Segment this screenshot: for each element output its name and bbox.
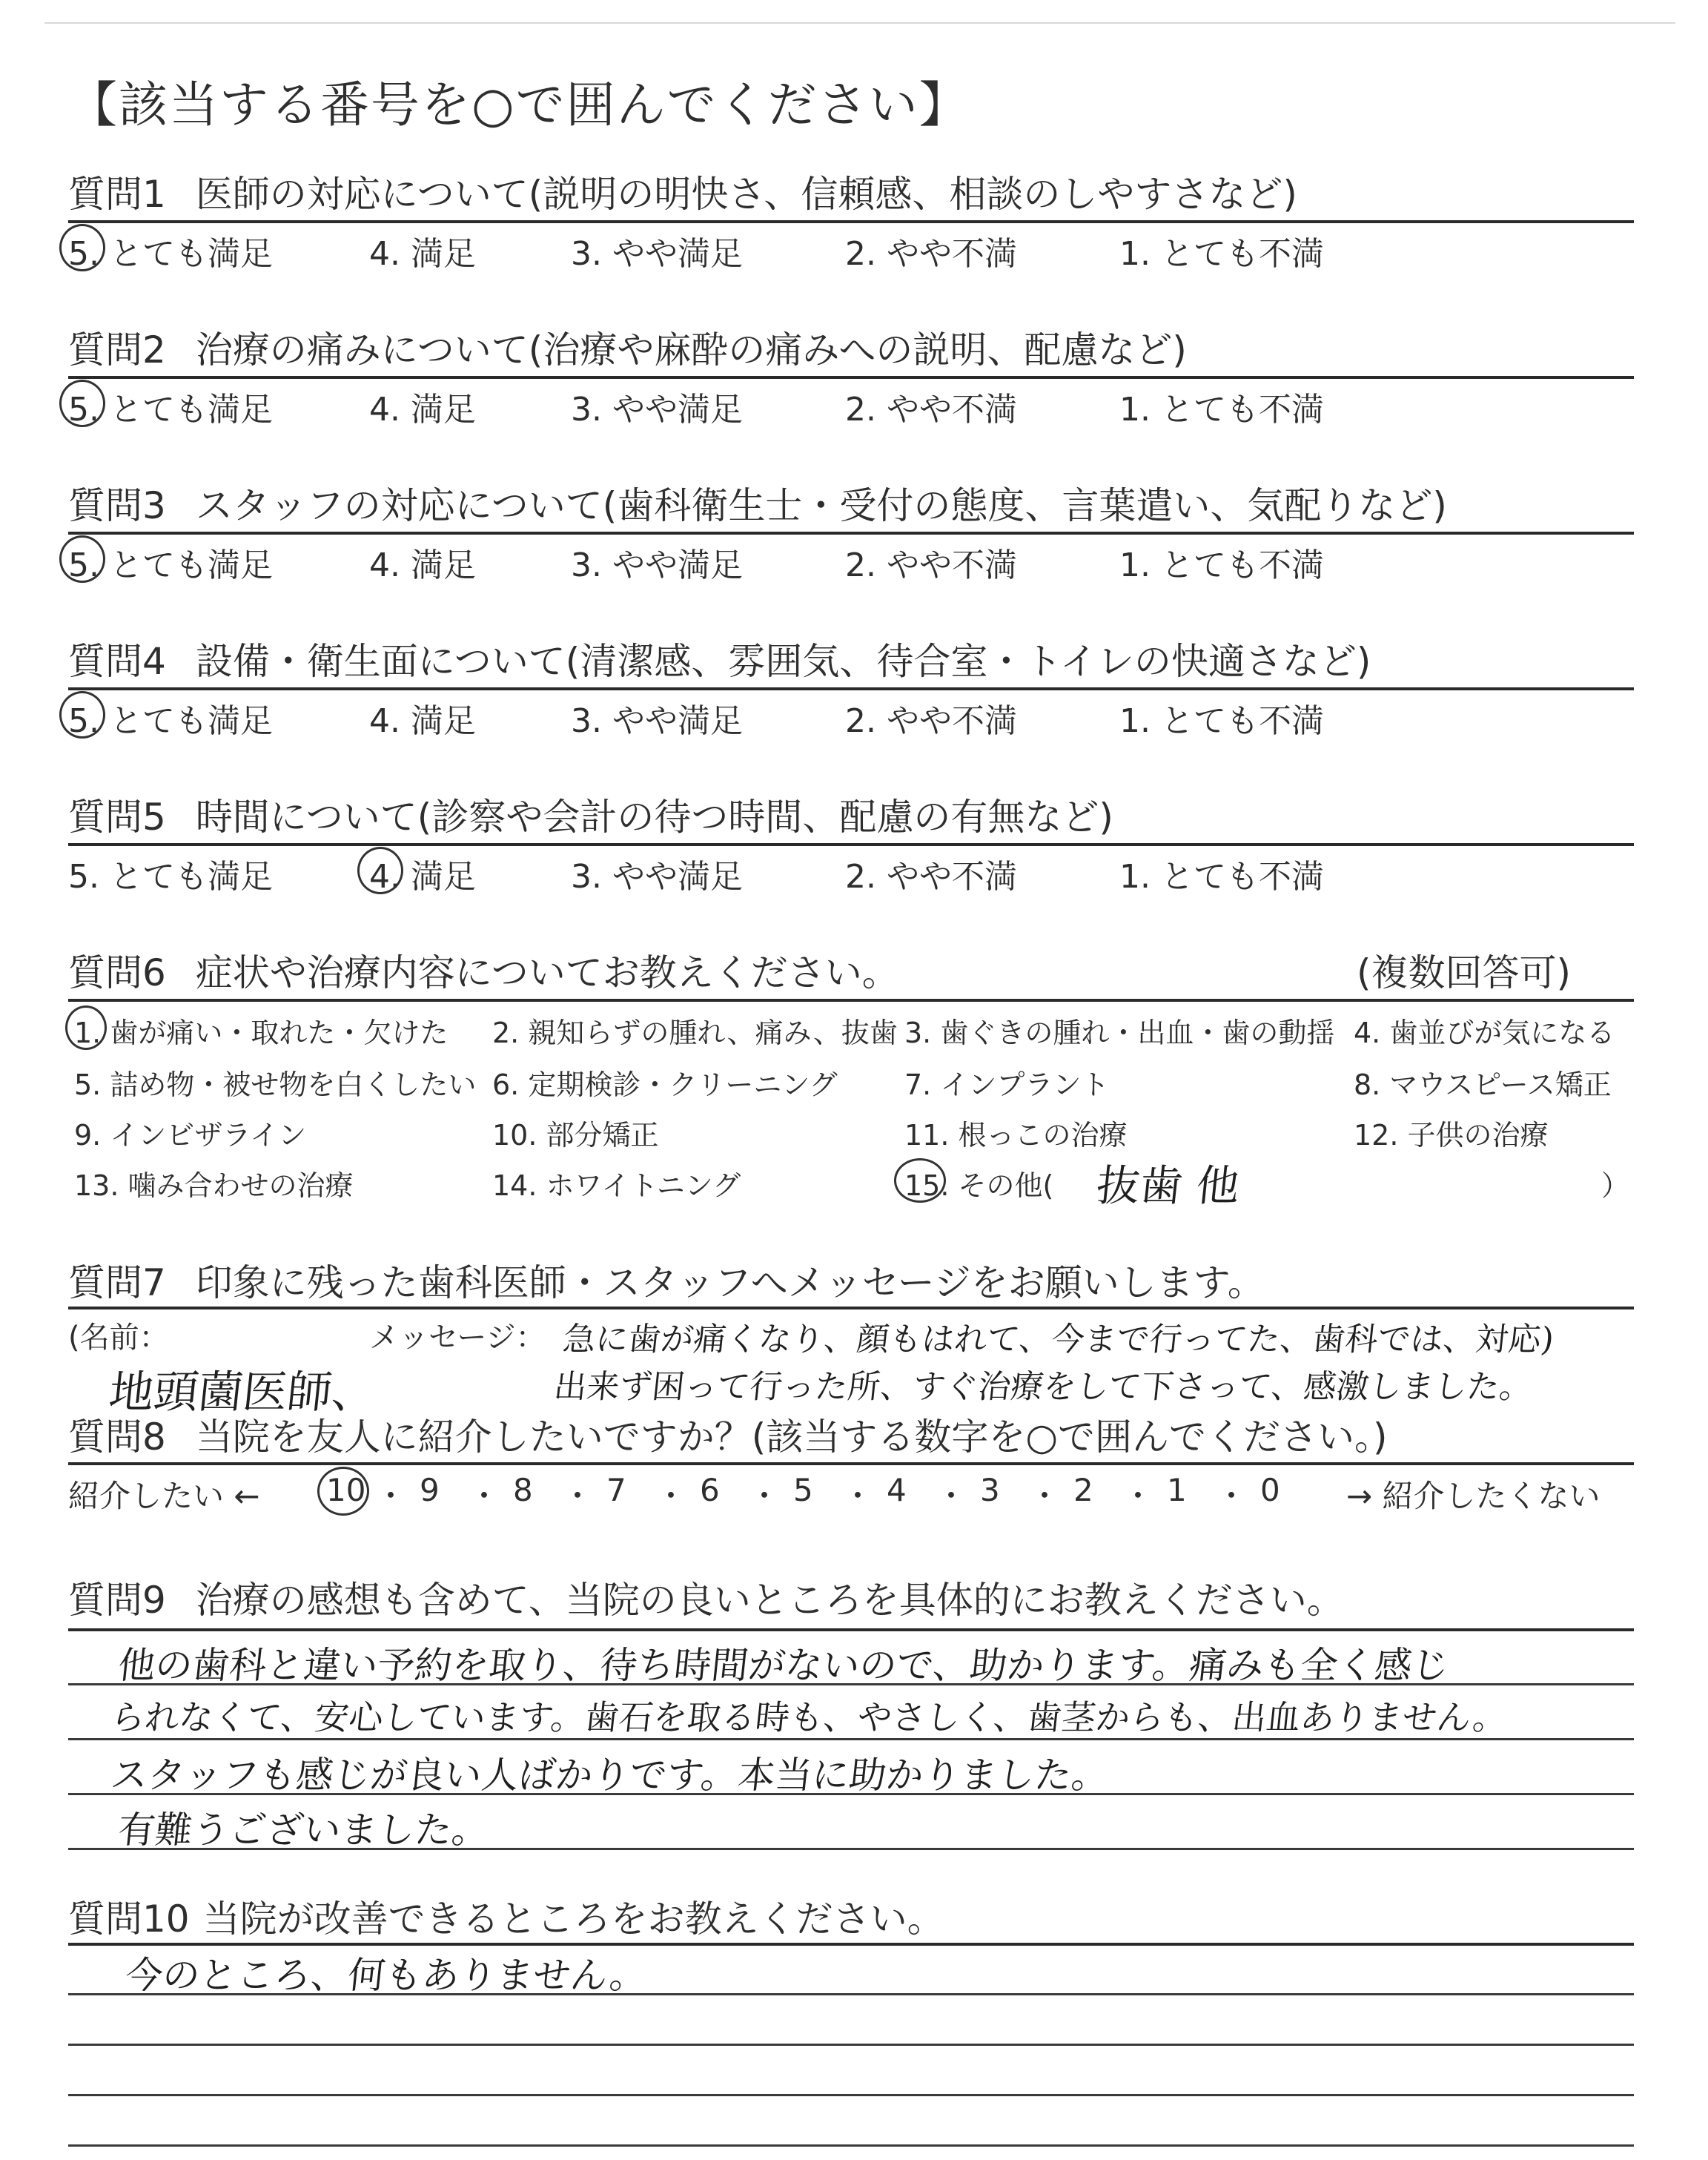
scale-separator-dot: ・ — [936, 1478, 967, 1514]
option-10[interactable]: 10. 部分矯正 — [492, 1119, 659, 1152]
answer-handwriting-line-1: 今のところ、何もありません。 — [123, 1954, 649, 1997]
scale-separator-dot: ・ — [375, 1478, 407, 1514]
option-3[interactable]: 3. やや満足 — [571, 391, 743, 429]
option-4[interactable]: 4. 満足 — [369, 858, 476, 896]
scale-number-8[interactable]: 8 — [513, 1472, 533, 1508]
question-label: 質問8 — [68, 1416, 166, 1459]
option-1[interactable]: 1. とても不満 — [1119, 391, 1324, 429]
question-text: 時間について(診察や会計の待つ時間、配慮の有無など) — [195, 796, 1113, 839]
option-13[interactable]: 13. 噛み合わせの治療 — [74, 1169, 354, 1202]
selection-circle — [317, 1467, 369, 1516]
option-2[interactable]: 2. やや不満 — [845, 858, 1017, 896]
option-5[interactable]: 5. とても満足 — [68, 702, 273, 740]
option-1[interactable]: 1. とても不満 — [1119, 858, 1324, 896]
divider — [68, 1462, 1634, 1465]
answer-line — [68, 2144, 1634, 2147]
selection-circle — [357, 847, 403, 894]
answer-line — [68, 2094, 1634, 2096]
question-label: 質問7 — [68, 1261, 166, 1304]
option-3[interactable]: 3. やや満足 — [571, 858, 743, 896]
scale-separator-dot: ・ — [655, 1478, 687, 1514]
question-text: 医師の対応について(説明の明快さ、信頼感、相談のしやすさなど) — [195, 173, 1297, 216]
option-1[interactable]: 1. とても不満 — [1119, 546, 1324, 584]
answer-line — [68, 2044, 1634, 2046]
question-label: 質問5 — [68, 796, 166, 839]
option-5[interactable]: 5. 詰め物・被せ物を白くしたい — [74, 1069, 477, 1101]
scale-separator-dot: ・ — [842, 1478, 874, 1514]
question-text: 印象に残った歯科医師・スタッフへメッセージをお願いします。 — [195, 1261, 1265, 1304]
name-label: (名前： — [68, 1321, 169, 1355]
option-4[interactable]: 4. 満足 — [369, 546, 476, 584]
option-15-close-paren: ） — [1601, 1169, 1630, 1202]
question-text: 治療の感想も含めて、当院の良いところを具体的にお教えください。 — [195, 1579, 1344, 1622]
message-label: メッセージ： — [369, 1321, 546, 1355]
other-answer-handwriting: 抜歯 他 — [1093, 1160, 1242, 1211]
scale-number-5[interactable]: 5 — [793, 1472, 813, 1508]
option-4[interactable]: 4. 歯並びが気になる — [1354, 1017, 1615, 1049]
divider — [68, 999, 1634, 1002]
question-text: 設備・衛生面について(清潔感、雰囲気、待合室・トイレの快適さなど) — [195, 640, 1371, 683]
option-3[interactable]: 3. やや満足 — [571, 546, 743, 584]
divider — [68, 687, 1634, 690]
option-1[interactable]: 1. とても不満 — [1119, 702, 1324, 740]
option-3[interactable]: 3. 歯ぐきの腫れ・出血・歯の動揺 — [904, 1017, 1335, 1049]
option-2[interactable]: 2. やや不満 — [845, 391, 1017, 429]
question-label: 質問10 — [68, 1898, 190, 1941]
option-5[interactable]: 5. とても満足 — [68, 546, 273, 584]
scale-separator-dot: ・ — [562, 1478, 594, 1514]
option-2[interactable]: 2. やや不満 — [845, 235, 1017, 273]
question-text: スタッフの対応について(歯科衛生士・受付の態度、言葉遣い、気配りなど) — [195, 484, 1447, 527]
option-4[interactable]: 4. 満足 — [369, 391, 476, 429]
option-11[interactable]: 11. 根っこの治療 — [904, 1119, 1128, 1152]
answer-handwriting-line-4: 有難うございました。 — [116, 1809, 491, 1852]
multiple-answer-note: (複数回答可) — [1357, 951, 1572, 994]
scale-number-10[interactable]: 10 — [326, 1472, 366, 1508]
selection-circle — [894, 1158, 946, 1203]
recommend-left-label: 紹介したい ← — [68, 1478, 260, 1514]
message-answer-line-2: 出来ず困って行った所、すぐ治療をして下さって、感激しました。 — [552, 1368, 1535, 1406]
page-title: 【該当する番号を○で囲んでください】 — [68, 76, 970, 133]
option-5[interactable]: 5. とても満足 — [68, 391, 273, 429]
scale-separator-dot: ・ — [469, 1478, 500, 1514]
option-2[interactable]: 2. 親知らずの腫れ、痛み、抜歯 — [492, 1017, 898, 1049]
scale-number-4[interactable]: 4 — [887, 1472, 907, 1508]
option-15[interactable]: 15. その他( — [904, 1169, 1054, 1202]
option-5[interactable]: 5. とても満足 — [68, 235, 273, 273]
scale-separator-dot: ・ — [1029, 1478, 1061, 1514]
option-2[interactable]: 2. やや不満 — [845, 546, 1017, 584]
name-answer: 地頭薗医師、 — [106, 1367, 380, 1418]
scan-edge-line — [44, 22, 1675, 24]
answer-handwriting-line-1: 他の歯科と違い予約を取り、待ち時間がないので、助かります。痛みも全く感じ — [116, 1644, 1452, 1687]
divider — [68, 1628, 1634, 1631]
selection-circle — [59, 535, 105, 583]
scale-number-6[interactable]: 6 — [700, 1472, 720, 1508]
scale-number-3[interactable]: 3 — [980, 1472, 1000, 1508]
divider — [68, 1307, 1634, 1309]
option-12[interactable]: 12. 子供の治療 — [1354, 1119, 1549, 1152]
divider — [68, 532, 1634, 535]
option-1[interactable]: 1. とても不満 — [1119, 235, 1324, 273]
question-text: 当院が改善できるところをお教えください。 — [202, 1898, 944, 1941]
selection-circle — [59, 691, 105, 739]
question-text: 当院を友人に紹介したいですか？(該当する数字を○で囲んでください。) — [195, 1416, 1388, 1459]
question-text: 治療の痛みについて(治療や麻酔の痛みへの説明、配慮など) — [195, 328, 1187, 371]
question-label: 質問2 — [68, 328, 166, 371]
question-label: 質問4 — [68, 640, 166, 683]
option-3[interactable]: 3. やや満足 — [571, 702, 743, 740]
option-3[interactable]: 3. やや満足 — [571, 235, 743, 273]
question-label: 質問9 — [68, 1579, 166, 1622]
option-6[interactable]: 6. 定期検診・クリーニング — [492, 1069, 838, 1101]
divider — [68, 843, 1634, 846]
question-label: 質問1 — [68, 173, 166, 216]
answer-handwriting-line-2: られなくて、安心しています。歯石を取る時も、やさしく、歯茎からも、出血ありません。 — [108, 1697, 1509, 1737]
scale-number-0[interactable]: 0 — [1260, 1472, 1280, 1508]
selection-circle — [59, 380, 105, 427]
selection-circle — [65, 1005, 107, 1050]
question-text: 症状や治療内容についてお教えください。 — [195, 951, 899, 994]
question-label: 質問6 — [68, 951, 166, 994]
answer-handwriting-line-3: スタッフも感じが良い人ばかりです。本当に助かりました。 — [108, 1754, 1111, 1797]
scale-number-7[interactable]: 7 — [606, 1472, 626, 1508]
recommend-right-label: → 紹介したくない — [1346, 1478, 1601, 1514]
option-2[interactable]: 2. やや不満 — [845, 702, 1017, 740]
scale-number-2[interactable]: 2 — [1073, 1472, 1093, 1508]
scale-number-9[interactable]: 9 — [420, 1472, 440, 1508]
option-4[interactable]: 4. 満足 — [369, 702, 476, 740]
scale-separator-dot: ・ — [1216, 1478, 1248, 1514]
selection-circle — [59, 224, 105, 271]
option-1[interactable]: 1. 歯が痛い・取れた・欠けた — [74, 1017, 448, 1049]
divider — [68, 220, 1634, 223]
option-9[interactable]: 9. インビザライン — [74, 1119, 307, 1152]
message-answer-line-1: 急に歯が痛くなり、顔もはれて、今まで行ってた、歯科では、対応) — [560, 1321, 1556, 1358]
option-8[interactable]: 8. マウスピース矯正 — [1354, 1069, 1612, 1101]
scale-separator-dot: ・ — [749, 1478, 781, 1514]
option-7[interactable]: 7. インプラント — [904, 1069, 1110, 1101]
option-14[interactable]: 14. ホワイトニング — [492, 1169, 741, 1202]
option-4[interactable]: 4. 満足 — [369, 235, 476, 273]
scale-number-1[interactable]: 1 — [1167, 1472, 1187, 1508]
option-5[interactable]: 5. とても満足 — [68, 858, 273, 896]
scale-separator-dot: ・ — [1122, 1478, 1154, 1514]
divider — [68, 376, 1634, 379]
question-label: 質問3 — [68, 484, 166, 527]
